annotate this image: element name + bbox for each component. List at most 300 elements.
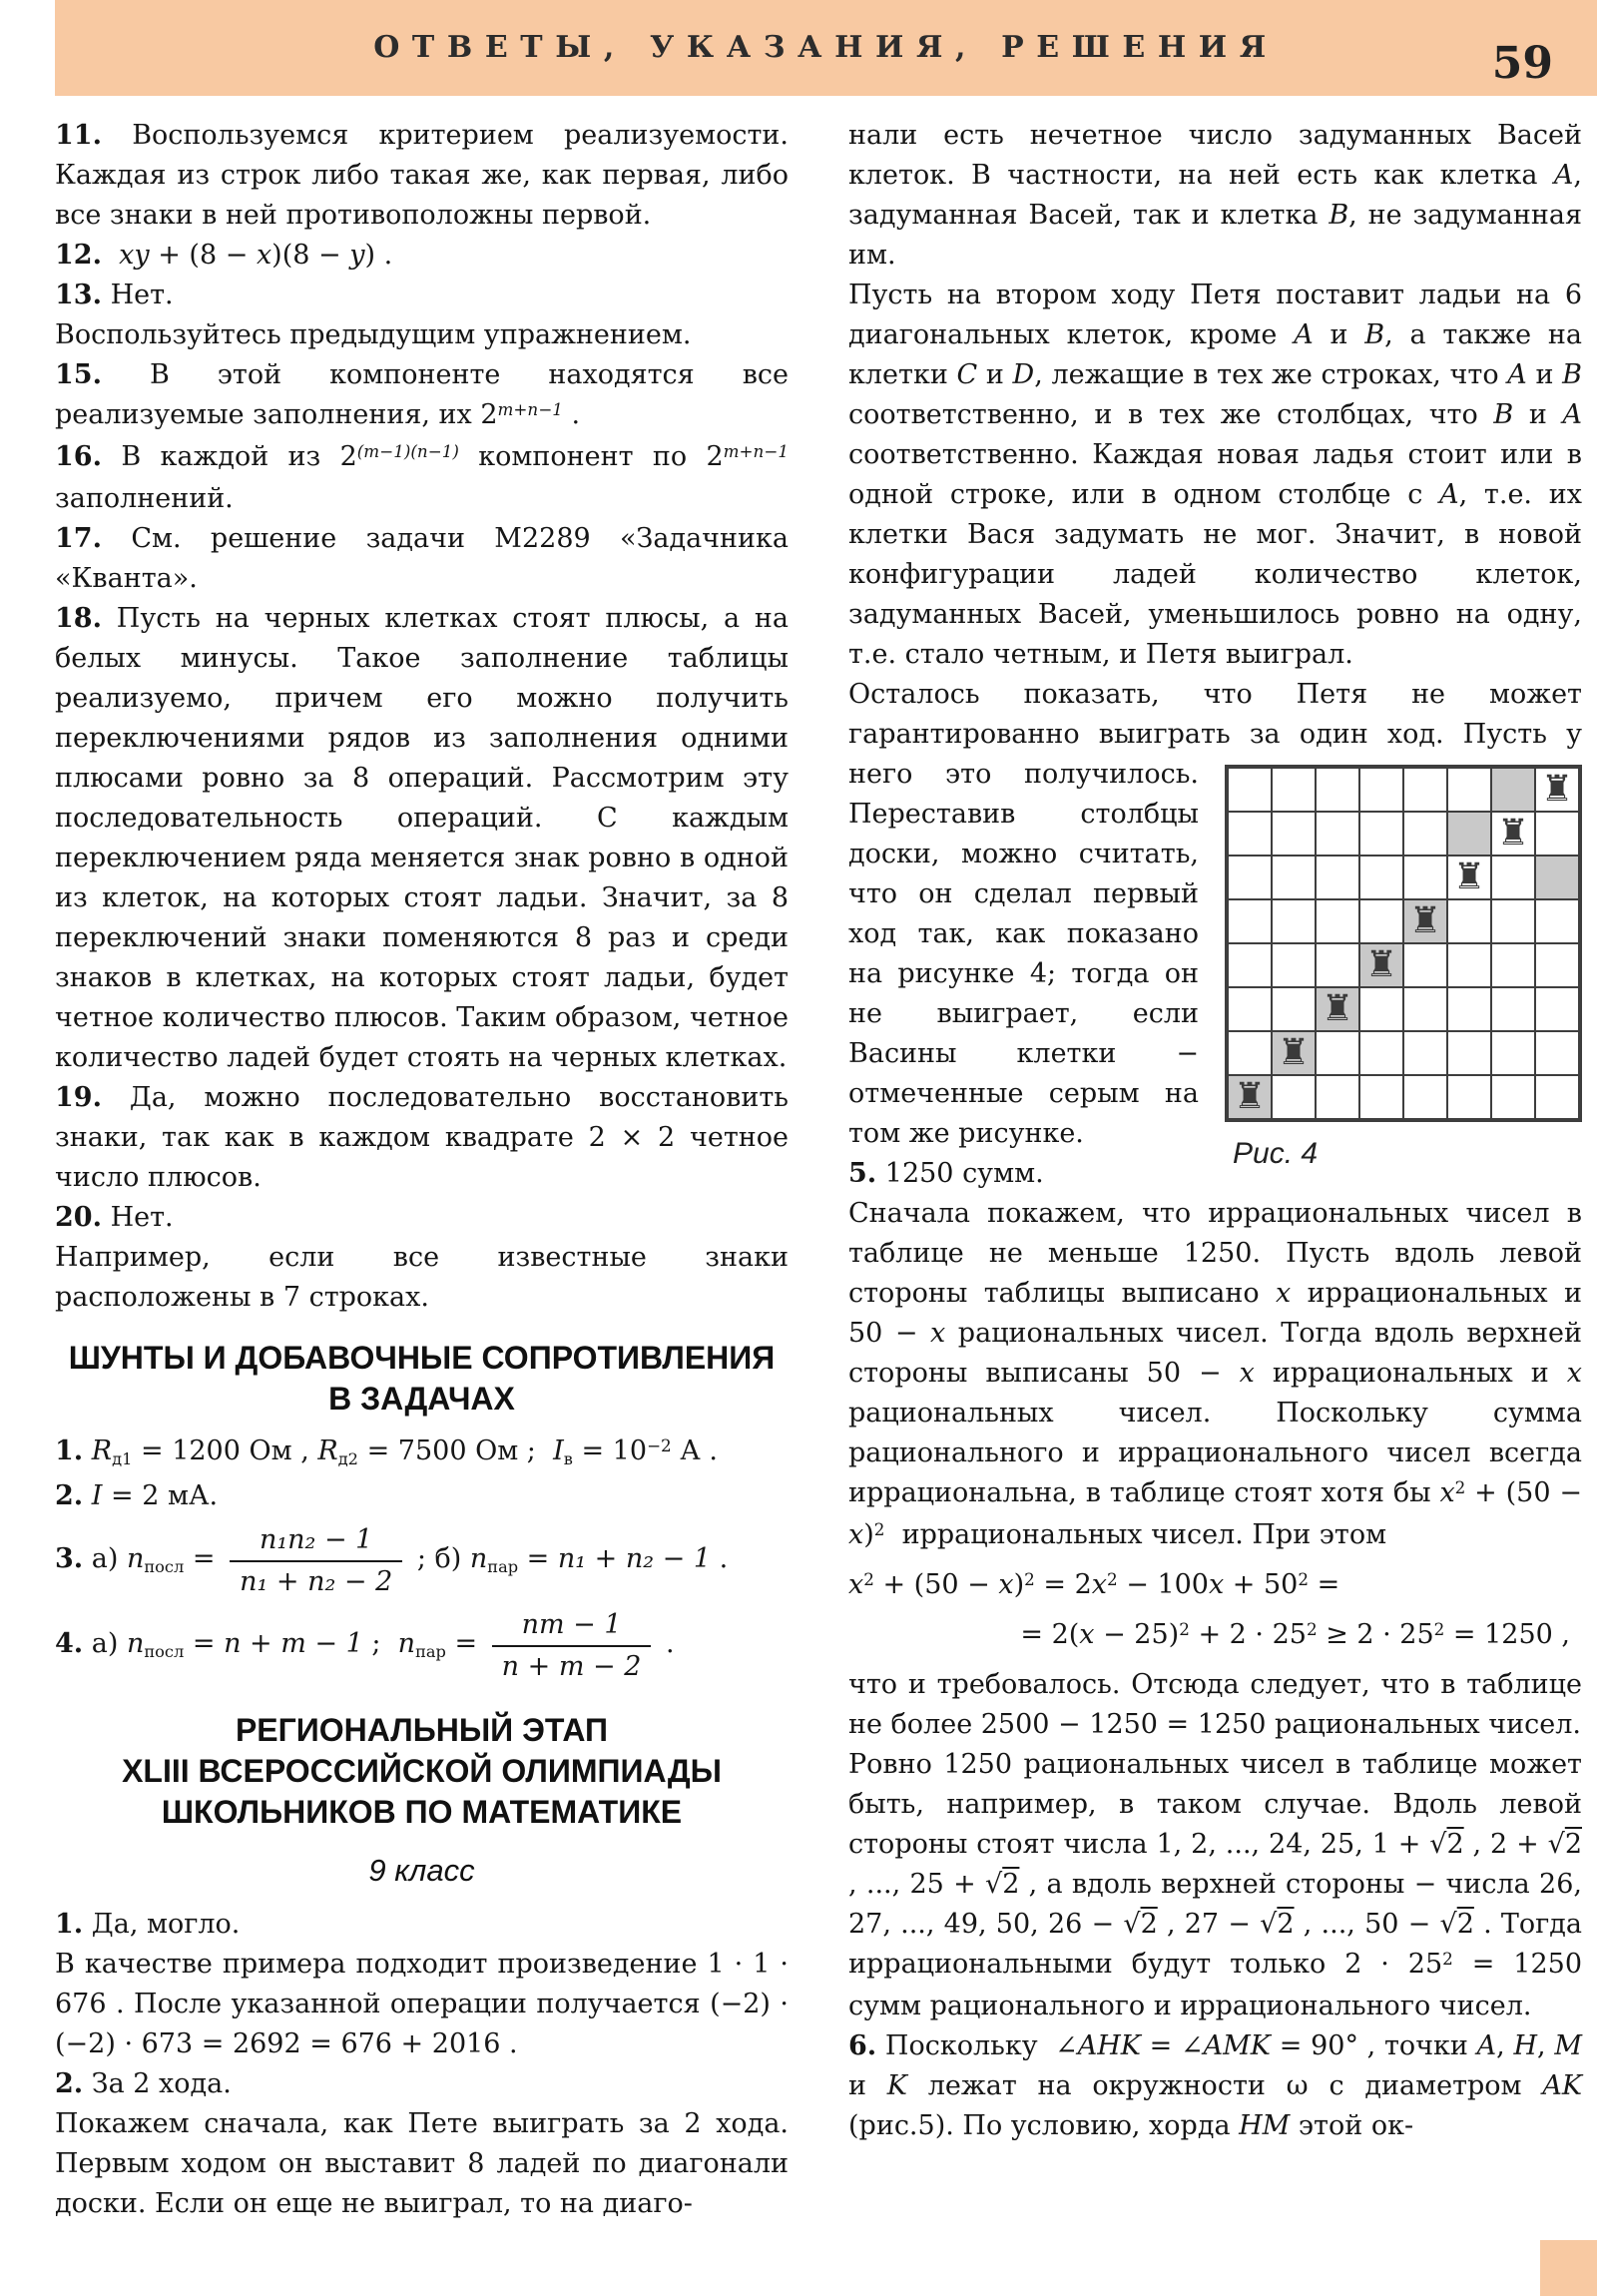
answer-19 <box>55 1078 798 1198</box>
text-segment: , а также на клетки <box>848 319 1591 390</box>
text-segment: нали есть нечетное число задуманных Васей клеток. В частности, на ней есть как клетка <box>848 120 1591 191</box>
text-segment: 2 <box>1454 1476 1466 1497</box>
board-cell <box>1447 899 1491 943</box>
text-segment: )(8 − <box>271 240 350 271</box>
text-segment: = <box>518 1543 558 1575</box>
text-segment: A <box>1439 479 1459 510</box>
text-segment: AMK <box>1203 2030 1271 2061</box>
text-segment: + 50 <box>1224 1569 1299 1600</box>
olympiad-answer-1 <box>55 1905 789 1945</box>
text-segment: Нет. <box>101 1202 174 1233</box>
text-segment: 25 + <box>909 1869 985 1900</box>
text-segment: 17. <box>55 523 102 554</box>
text-segment: а) <box>83 1543 127 1575</box>
text-segment: I <box>91 1480 103 1511</box>
board-cell <box>1272 768 1316 812</box>
text-segment: B <box>1562 359 1582 390</box>
text-segment: . <box>711 1543 729 1575</box>
board-cell <box>1535 987 1579 1031</box>
board-cell <box>1491 987 1535 1031</box>
rook-icon: ♜ <box>1408 900 1442 941</box>
text-segment: ) <box>863 1519 874 1550</box>
text-segment: 19. <box>55 1082 102 1113</box>
text-segment: 2. <box>55 2068 84 2100</box>
text-segment: = 2 <box>1034 1569 1092 1600</box>
text-segment: n₁ + n₂ − 1 <box>557 1543 712 1575</box>
section-heading-line: В ЗАДАЧАХ <box>328 1381 515 1417</box>
text-segment: 1. <box>55 1909 84 1941</box>
text-segment: что и требовалось. Отсюда следует, что в таблице не более 2500 − 1250 = 1250 рациональных чисел. <box>848 1669 1591 1740</box>
text-segment: = 1250 , <box>1444 1619 1570 1650</box>
text-segment: = 2 мА. <box>102 1480 219 1511</box>
text-segment: Например, если все известные знаки расположены в 7 строках. <box>55 1242 798 1313</box>
text-segment: x <box>1208 1569 1225 1600</box>
fraction: $\frac{\text{n₁n₂ − 1}}{\text{n₁ + n₂ − 2}}$ <box>230 1522 402 1597</box>
text-segment: = 1250 сумм рационального и иррационального чисел. <box>848 1949 1591 2021</box>
board-cell <box>1359 768 1403 812</box>
sqrt-expression: √2 <box>1439 1909 1474 1940</box>
text-segment: и <box>848 2030 1591 2101</box>
text-segment: 2. <box>55 1480 84 1511</box>
section-heading-olympiad <box>55 1710 789 1833</box>
text-segment: ; <box>362 1628 398 1660</box>
text-segment: 2 <box>339 441 357 472</box>
board-cell <box>1403 1031 1447 1075</box>
text-segment: x <box>1079 1619 1095 1650</box>
text-segment: и <box>1313 319 1365 350</box>
rook-icon: ♜ <box>1540 769 1574 810</box>
fraction: $\frac{nm - 1}{n + m - 2}$ <box>492 1607 652 1682</box>
text-segment: 1250 сумм. <box>876 1158 1044 1189</box>
board-cell <box>1447 987 1491 1031</box>
text-segment: AK <box>1542 2070 1583 2101</box>
answer-20 <box>55 1198 789 1238</box>
text-segment: = 7500 Ом ; <box>358 1435 554 1466</box>
board-cell <box>1359 1031 1403 1075</box>
text-segment <box>83 1435 92 1466</box>
text-segment: иррациональных и 50 − <box>848 1278 1591 1349</box>
rook-icon: ♜ <box>1496 813 1530 854</box>
board-cell-gray <box>1228 1075 1272 1119</box>
text-segment: = <box>445 1628 486 1660</box>
section-heading-line: РЕГИОНАЛЬНЫЙ ЭТАП <box>235 1712 609 1749</box>
text-segment: Нет. <box>101 280 174 310</box>
answer-17 <box>55 519 798 599</box>
answer-6 <box>848 2026 1591 2146</box>
board-cell <box>1491 1075 1535 1119</box>
board-cell <box>1491 856 1535 899</box>
text-segment: 20. <box>55 1202 102 1233</box>
board-cell-gray <box>1535 856 1579 899</box>
text-segment: Да, могло. <box>83 1909 241 1941</box>
section-heading-line: ШКОЛЬНИКОВ ПО МАТЕМАТИКЕ <box>161 1794 683 1831</box>
text-segment: 6. <box>848 2030 877 2061</box>
text-segment: Воспользуйтесь предыдущим упражнением. <box>55 319 692 350</box>
board-cell <box>1403 768 1447 812</box>
board-cell-gray <box>1316 987 1359 1031</box>
text-segment: 2 <box>1107 1568 1118 1589</box>
text-segment: Осталось показать, что Петя не может гарантированно выиграть за один ход. Пусть у него это <box>848 679 1591 790</box>
text-segment: x <box>848 1519 864 1550</box>
answer-5-solution-2 <box>848 1665 1591 1745</box>
text-segment: n <box>126 1628 145 1660</box>
text-segment: 2 <box>873 1518 885 1539</box>
answer-16 <box>55 437 798 519</box>
text-segment: , т.е. их клетки Вася задумать не мог. Значит, в новой конфигурации ладей количество клеток, задуманных Васей, уменьшилось ровно на одну, т.е. стало четным, и Петя выиграл. <box>848 479 1591 670</box>
answer-11 <box>55 116 798 236</box>
text-segment: 16. <box>55 441 102 472</box>
text-segment: , лежащие в тех же строках, что <box>1034 359 1508 390</box>
text-segment: в <box>563 1449 573 1469</box>
text-segment: ) . <box>364 240 393 271</box>
section-heading-line: XLIII ВСЕРОССИЙСКОЙ ОЛИМПИАДЫ <box>122 1753 722 1790</box>
shunts-answer-1 <box>55 1432 789 1474</box>
text-segment: = <box>184 1628 225 1660</box>
text-segment: = <box>184 1543 225 1575</box>
rook-icon: ♜ <box>1364 944 1398 985</box>
text-segment: n <box>469 1543 488 1575</box>
board-cell-gray <box>1447 812 1491 856</box>
text-segment: = 90° , точки <box>1270 2030 1477 2061</box>
text-segment: Покажем сначала, как Пете выиграть за 2 хода. Первым ходом он выставит 8 ладей по диагонали доски. Если он еще не выиграл, то на диаго- <box>55 2108 798 2220</box>
text-segment: . <box>657 1628 675 1660</box>
answer-20-note <box>55 1238 798 1318</box>
olympiad-answer-2-solution <box>55 2104 798 2224</box>
board-cell <box>1316 943 1359 987</box>
text-segment: См. решение задачи М2289 «Задачника «Кванта». <box>55 523 798 594</box>
text-segment: посл <box>144 1557 185 1577</box>
text-segment: , ..., <box>848 1829 1591 1900</box>
rook-icon: ♜ <box>1452 857 1486 897</box>
text-segment: D <box>1012 359 1035 390</box>
text-segment: В каждой из <box>101 441 340 472</box>
figure-4 <box>1225 765 1582 1174</box>
text-segment: + (50 − <box>873 1569 999 1600</box>
text-segment: . <box>562 399 581 430</box>
text-segment: A <box>1294 319 1314 350</box>
board-cell <box>1447 768 1491 812</box>
text-segment: + 2 · 25 <box>1189 1619 1307 1650</box>
text-segment: C <box>956 359 978 390</box>
board-cell <box>1359 987 1403 1031</box>
text-segment: 5. <box>848 1158 877 1189</box>
board-cell-gray <box>1272 1031 1316 1075</box>
text-segment: 50 − <box>1364 1909 1440 1940</box>
text-segment: Воспользуемся критерием реализуемости. Каждая из строк либо такая же, как первая, либо все знаки в ней противоположны первой. <box>55 120 798 231</box>
text-segment: 2 <box>1306 1618 1318 1639</box>
chessboard <box>1225 765 1582 1122</box>
board-cell <box>1491 812 1535 856</box>
board-cell <box>1316 1075 1359 1119</box>
board-cell <box>1228 943 1272 987</box>
text-segment: соответственно, и в тех же столбцах, что <box>848 359 1591 430</box>
board-cell <box>1535 768 1579 812</box>
text-segment: этой ок- <box>1290 2110 1414 2141</box>
board-cell <box>1272 899 1316 943</box>
text-segment: , <box>1496 2030 1514 2061</box>
text-segment: K <box>886 2070 907 2101</box>
board-cell <box>1272 1075 1316 1119</box>
text-segment: иррациональных и <box>1254 1358 1567 1389</box>
text-segment: 2 <box>480 399 498 430</box>
board-cell <box>1272 812 1316 856</box>
answer-12 <box>55 236 789 276</box>
text-segment: компонент по <box>458 441 707 472</box>
answer-5-solution-1 <box>848 1194 1591 1557</box>
text-segment: 2 <box>1024 1568 1035 1589</box>
text-segment: Ровно 1250 рациональных чисел в таблице может быть, например, в таком случае. Вдоль левой стороны стоят числа 1, 2, ..., 24, 25, <box>848 1749 1591 1860</box>
board-cell-gray <box>1359 943 1403 987</box>
text-segment: m+n−1 <box>723 440 789 461</box>
text-segment: , <box>1157 1909 1185 1940</box>
text-segment: Сначала покажем, что иррациональных чисел в таблице не меньше 1250. Пусть вдоль левой стороны таблицы выписано <box>848 1198 1591 1309</box>
text-segment: иррациональных чисел. При этом <box>884 1519 1387 1550</box>
text-segment: 2 <box>863 1568 874 1589</box>
board-cell <box>1447 1075 1491 1119</box>
text-segment: В этой компоненте находятся все реализуемые заполнения, их <box>55 359 798 430</box>
board-cell <box>1359 856 1403 899</box>
text-segment: . Тогда иррациональными будут только 2 · 25 <box>848 1909 1591 1980</box>
text-segment: −2 <box>647 1435 672 1455</box>
board-cell-gray <box>1403 899 1447 943</box>
board-cell <box>1403 856 1447 899</box>
text-segment: рациональных чисел. Тогда вдоль верхней стороны выписаны 50 − <box>848 1318 1591 1389</box>
answer-5-solution-3 <box>848 1745 1591 2026</box>
board-cell <box>1491 1031 1535 1075</box>
text-segment: 12. <box>55 240 102 271</box>
formula-expansion <box>848 1565 1582 1607</box>
text-segment: 1 + <box>1371 1829 1430 1860</box>
answer-18 <box>55 599 798 1078</box>
left-column <box>55 116 798 2224</box>
text-segment: n <box>126 1543 145 1575</box>
board-cell <box>1535 899 1579 943</box>
text-segment: , а вдоль верхней стороны − числа 26, 27, ..., 49, 50, <box>848 1869 1591 1940</box>
formula-bound <box>848 1615 1582 1657</box>
text-segment: (m−1)(n−1) <box>356 440 459 461</box>
text-segment: Пусть на втором ходу Петя поставит ладьи на 6 диагональных клеток, кроме <box>848 280 1591 350</box>
sqrt-expression: √2 <box>1429 1829 1464 1860</box>
board-cell <box>1403 943 1447 987</box>
text-segment: , <box>1463 1829 1491 1860</box>
text-segment: За 2 хода. <box>83 2068 232 2100</box>
board-cell <box>1316 1031 1359 1075</box>
text-segment: A <box>1476 2030 1497 2061</box>
text-segment: соответственно. Каждая новая ладья стоит или в одной строке, или в одном столбце с <box>848 399 1591 510</box>
text-segment: − 100 <box>1117 1569 1209 1600</box>
board-cell <box>1535 812 1579 856</box>
page-header <box>55 0 1597 96</box>
text-segment: B <box>1329 200 1349 231</box>
text-segment: 26 − <box>1047 1909 1124 1940</box>
rook-icon: ♜ <box>1277 1032 1311 1073</box>
text-segment: , не задуманная им. <box>848 200 1591 271</box>
text-segment: − 25) <box>1094 1619 1180 1650</box>
text-segment: R <box>317 1435 338 1466</box>
board-cell <box>1272 943 1316 987</box>
answer-2-continuation-3 <box>848 675 1591 1170</box>
text-segment: A <box>1507 359 1527 390</box>
board-cell <box>1403 987 1447 1031</box>
board-cell-gray <box>1491 768 1535 812</box>
text-segment: заполнений. <box>55 441 798 514</box>
text-segment: R <box>91 1435 113 1466</box>
board-cell <box>1228 856 1272 899</box>
text-segment: = 1200 Ом , <box>132 1435 318 1466</box>
text-segment: x <box>1276 1278 1292 1309</box>
corner-decoration <box>1540 2240 1597 2296</box>
text-segment: (рис.5). По условию, хорда <box>848 2070 1591 2141</box>
text-segment: + (8 − <box>149 240 257 271</box>
text-segment: = ∠ <box>1140 2030 1204 2061</box>
text-segment: лежат на окружности ω с диаметром <box>906 2070 1543 2101</box>
board-cell <box>1316 899 1359 943</box>
board-cell <box>1228 812 1272 856</box>
board-cell <box>1491 899 1535 943</box>
board-cell <box>1403 1075 1447 1119</box>
board-cell <box>1228 1031 1272 1075</box>
text-segment: 4. <box>55 1628 84 1660</box>
text-segment: д2 <box>337 1449 358 1469</box>
text-segment: 18. <box>55 603 102 634</box>
board-cell <box>1447 943 1491 987</box>
text-segment: и <box>977 359 1013 390</box>
board-cell <box>1359 899 1403 943</box>
page-title: ОТВЕТЫ, УКАЗАНИЯ, РЕШЕНИЯ <box>373 30 1279 65</box>
answer-2-continuation-2 <box>848 276 1591 675</box>
text-segment: рациональных чисел. Поскольку сумма рационального и иррационального чисел всегда иррациональна, в таблице стоят хотя бы <box>848 1358 1591 1508</box>
board-cell <box>1228 987 1272 1031</box>
page-number: 59 <box>1491 38 1553 89</box>
text-segment: xy <box>119 240 150 271</box>
board-cell <box>1491 943 1535 987</box>
text-segment: , <box>1537 2030 1555 2061</box>
text-segment <box>83 1480 92 1511</box>
board-cell <box>1228 899 1272 943</box>
text-segment: = <box>1309 1569 1340 1600</box>
text-segment: AHK <box>1077 2030 1141 2061</box>
sqrt-expression: √2 <box>1260 1909 1295 1940</box>
sqrt-expression: √2 <box>985 1869 1020 1900</box>
text-segment: посл <box>144 1642 185 1662</box>
text-segment: x <box>1091 1569 1107 1600</box>
text-segment: 2 <box>1433 1618 1445 1639</box>
figure-caption: Рис. 4 <box>1233 1137 1319 1170</box>
text-segment: д1 <box>112 1449 133 1469</box>
text-segment: A <box>1562 399 1582 430</box>
text-segment: 2 <box>1442 1948 1453 1969</box>
text-segment: = 10 <box>572 1435 648 1466</box>
text-segment: 15. <box>55 359 102 390</box>
answer-13-note <box>55 315 789 355</box>
text-segment: x <box>930 1318 946 1349</box>
text-segment: x <box>998 1569 1014 1600</box>
text-segment <box>102 240 119 271</box>
text-segment: B <box>1493 399 1514 430</box>
text-segment: m+n−1 <box>497 398 563 419</box>
board-cell <box>1272 856 1316 899</box>
text-segment: пар <box>415 1642 446 1662</box>
text-segment: x <box>1439 1477 1455 1508</box>
text-run <box>848 759 1208 1149</box>
answer-2-continuation-1 <box>848 116 1591 276</box>
board-cell <box>1359 1075 1403 1119</box>
board-cell <box>1316 856 1359 899</box>
shunts-answer-4 <box>55 1603 789 1686</box>
text-segment: + (50 − <box>1465 1477 1591 1508</box>
board-cell <box>1403 812 1447 856</box>
text-segment: y <box>349 240 365 271</box>
text-segment: и <box>1526 359 1563 390</box>
rook-icon: ♜ <box>1233 1076 1267 1117</box>
text-segment: ≥ 2 · 25 <box>1317 1619 1434 1650</box>
text-segment: 13. <box>55 280 102 310</box>
grade-subheading: 9 класс <box>368 1853 475 1889</box>
text-segment: 11. <box>55 120 102 151</box>
text-segment: пар <box>487 1557 519 1577</box>
text-segment: n <box>397 1628 416 1660</box>
rook-icon: ♜ <box>1321 988 1354 1029</box>
text-segment: 2 + <box>1490 1829 1548 1860</box>
section-heading-shunts <box>55 1338 789 1420</box>
text-segment: = 2( <box>1020 1619 1080 1650</box>
board-cell <box>1316 768 1359 812</box>
shunts-answer-3 <box>55 1518 789 1601</box>
text-segment: x <box>848 1569 864 1600</box>
text-segment: x <box>1239 1358 1255 1389</box>
text-segment: 27 − <box>1184 1909 1261 1940</box>
board-cell <box>1228 768 1272 812</box>
text-segment: A <box>1553 160 1574 191</box>
text-segment: а) <box>83 1628 127 1660</box>
text-segment: n + m − 1 <box>224 1628 363 1660</box>
text-segment: 1. <box>55 1435 84 1466</box>
text-segment: и <box>1513 399 1563 430</box>
board-cell <box>1447 856 1491 899</box>
text-segment: Пусть на черных клетках стоят плюсы, а на белых минусы. Такое заполнение таблицы реализуемо, причем его можно получить переключениями рядов из заполнения одними плюсами ровно за 8 операций. Рассмотрим эту последовательность операций. С каждым переключением ряда меняется знак ровно в одной из клеток, на которых стоят ладьи. Значит, за 8 переключений знаки поменяются 8 раз и среди знаков в клетках, на которых стоят ладьи, будет четное количество плюсов. Таким образом, четное количество ладей будет стоять на черных клетках. <box>55 603 798 1073</box>
board-cell <box>1272 987 1316 1031</box>
board-cell <box>1316 812 1359 856</box>
content-columns <box>0 96 1597 2224</box>
text-segment: Да, можно последовательно восстановить знаки, так как в каждом квадрате 2 × 2 четное число плюсов. <box>55 1082 798 1193</box>
text-segment: 2 <box>706 441 724 472</box>
text-segment: 2 <box>1298 1568 1310 1589</box>
sqrt-expression: √2 <box>1123 1909 1158 1940</box>
text-segment: HM <box>1239 2110 1291 2141</box>
text-segment: получилось. Переставив столбцы доски, можно считать, что он сделал первый ход так, как показано на рисунке 4; тогда он не выиграет, если Васины клетки − отмеченные серым на том же рисунке. <box>848 759 1208 1149</box>
board-cell <box>1447 1031 1491 1075</box>
board-cell <box>1359 812 1403 856</box>
answer-13 <box>55 276 789 315</box>
text-segment: ; б) <box>408 1543 470 1575</box>
text-segment: 3. <box>55 1543 84 1575</box>
text-segment: x <box>1566 1358 1582 1389</box>
text-segment: x <box>256 240 272 271</box>
board-cell <box>1535 1075 1579 1119</box>
olympiad-answer-1-solution <box>55 1945 798 2064</box>
text-segment: M <box>1554 2030 1583 2061</box>
text-segment: А . <box>671 1435 718 1466</box>
text-segment: I <box>553 1435 564 1466</box>
text-segment: 2 <box>1179 1618 1190 1639</box>
text-segment: H <box>1513 2030 1538 2061</box>
text-segment: В качестве примера подходит произведение 1 · 1 · 676 . После указанной операции получается (−2) · (−2) · 673 = 2692 = 676 + 2016 . <box>55 1949 798 2060</box>
sqrt-expression: √2 <box>1547 1829 1582 1860</box>
right-column <box>848 116 1591 2224</box>
olympiad-answer-2 <box>55 2064 789 2104</box>
answer-15 <box>55 355 798 437</box>
text-segment: ) <box>1013 1569 1025 1600</box>
